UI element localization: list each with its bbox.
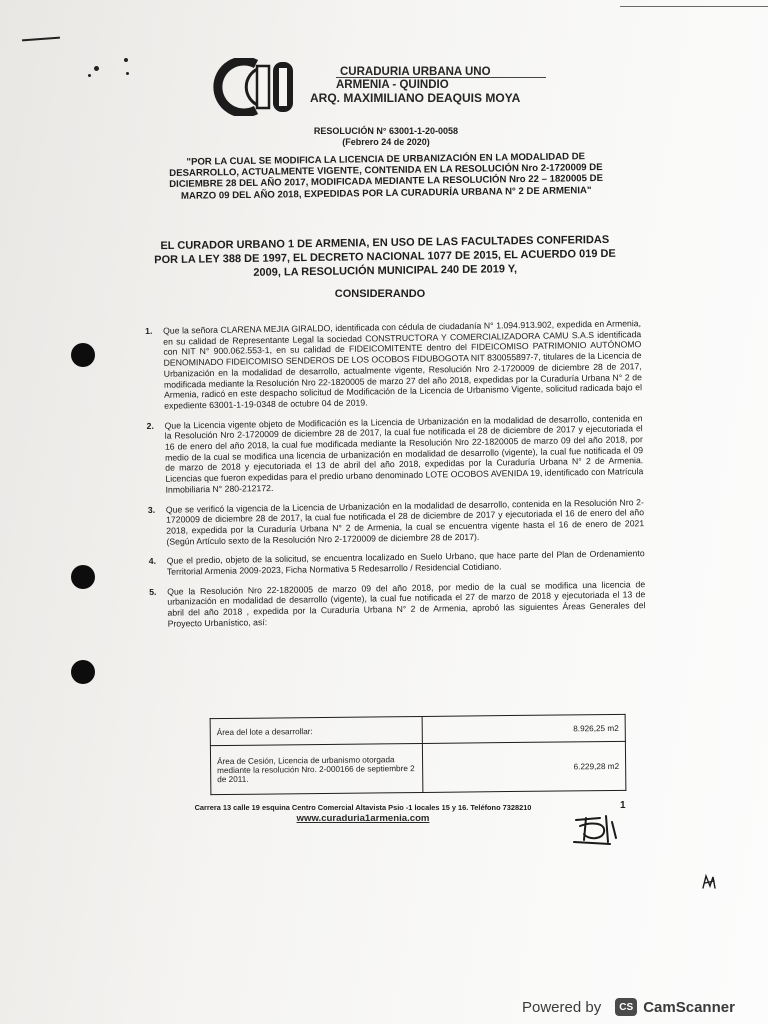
ink-dot bbox=[94, 66, 99, 71]
item-number: 2. bbox=[146, 420, 154, 431]
areas-table bbox=[210, 714, 627, 795]
page-footer bbox=[158, 802, 568, 824]
list-item bbox=[149, 549, 645, 578]
list-item bbox=[146, 413, 643, 496]
considerando-heading: CONSIDERANDO bbox=[334, 288, 426, 300]
area-label: Área del lote a desarrollar: bbox=[210, 716, 422, 745]
resolution-number: RESOLUCIÓN N° 63001-1-20-0058 bbox=[313, 126, 459, 136]
powered-by-text: Powered by bbox=[522, 998, 602, 1016]
list-item bbox=[149, 579, 646, 630]
resolution-title: "POR LA CUAL SE MODIFICA LA LICENCIA DE URBANIZACIÓN EN LA MODALIDAD DE DESARROLLO, ACTUALMENTE VIGENTE, CONTENIDA EN LA RESOLUCIÓN Nro 2-1720009 DE DICIEMBRE 28 DEL AÑO 2017, MODIFICADA MEDIANTE LA RESOLUCIÓN Nro 22 – 1820005 DE MARZO 09 DEL AÑO 2018, EXPEDIDAS POR LA CURADURÍA URBANA N° 2 DE ARMENIA" bbox=[169, 151, 604, 202]
punch-hole bbox=[71, 343, 95, 367]
area-label: Área de Cesión, Licencia de urbanismo otorgada mediante la resolución Nro. 2-000166 de septiembre 2 de 2011. bbox=[210, 743, 423, 794]
item-text: Que la señora CLARENA MEJIA GIRALDO, identificada con cédula de ciudadanía N° 1.094.913.902, expedida en Armenia, en su calidad de Representante Legal la sociedad CONSTRUCTORA Y COMERCIALIZADORA CAMU S.A.S identificada con NIT N° 900.062.553-1, en su calidad de FIDEICOMITENTE dentro del FIDEICOMISO PATRIMONIO AUTÓNOMO DENOMINADO FIDEICOMISO SENDEROS DE LOS OCOBOS FIDUBOGOTA NIT 830055897-7, titulares de la Licencia de Urbanización en la modalidad de desarrollo, actualmente vigente, Resolución Nro 2-1720009 de diciembre 28 de 2017, modificada mediante la Resolución Nro 22-1820005 de marzo 27 del año 2018, expedidas por la Curaduría Urbana N° 2 de Armenia, radicó en este despacho solicitud de Modificación de la Licencia de Urbanismo Vigente, solicitud radicada bajo el expediente 63001-1-19-0348 de octubre 04 de 2019. bbox=[162, 318, 643, 411]
org-city: ARMENIA - QUINDIO bbox=[336, 79, 449, 91]
item-text: Que se verificó la vigencia de la Licencia de Urbanización en la modalidad de desarrollo, contenida en la Resolución Nro 2-1720009 de diciembre 28 de 2017, la cual fue notificada el 28 de diciembre de 2017 y ejecutoriada el 16 de enero del año 2018, expedida por la Curaduría Urbana N° 2 de Armenia, la cual se encuentra vigente hasta el 16 de enero de 2021 (Según Artículo sexto de la Resolución Nro 2-1720009 de diciembre 28 de 2017). bbox=[165, 496, 645, 547]
item-number: 5. bbox=[149, 586, 157, 597]
area-value: 8.926,25 m2 bbox=[422, 714, 625, 743]
ink-dot bbox=[124, 58, 128, 62]
ink-dot bbox=[126, 72, 129, 75]
org-heading bbox=[310, 66, 520, 105]
area-value: 6.229,28 m2 bbox=[422, 741, 626, 792]
item-number: 4. bbox=[148, 556, 157, 567]
punch-hole bbox=[71, 565, 95, 589]
org-name: CURADURIA URBANA UNO bbox=[340, 66, 491, 78]
item-number: 1. bbox=[145, 325, 153, 336]
list-item bbox=[145, 318, 642, 411]
camscanner-logo-icon: CS bbox=[615, 998, 637, 1016]
list-item bbox=[148, 497, 645, 548]
camscanner-watermark bbox=[522, 998, 735, 1016]
pen-mark bbox=[22, 37, 60, 42]
camscanner-brand: CamScanner bbox=[643, 998, 735, 1016]
punch-hole bbox=[71, 660, 95, 684]
resolution-date: (Febrero 24 de 2020) bbox=[342, 137, 430, 147]
footer-url: www.curaduria1armenia.com bbox=[296, 813, 430, 824]
considerando-list bbox=[145, 318, 646, 638]
item-number: 3. bbox=[147, 504, 156, 515]
table-row bbox=[210, 741, 625, 794]
table-row bbox=[210, 714, 625, 745]
footer-address: Carrera 13 calle 19 esquina Centro Comercial Altavista Psio -1 locales 15 y 16. Teléfono 7328210 bbox=[194, 803, 532, 812]
resolution-header bbox=[296, 126, 476, 148]
ink-dot bbox=[88, 74, 91, 77]
item-text: Que la Resolución Nro 22-1820005 de marzo 09 del año 2018, por medio de la cual se modifica una licencia de urbanización en modalidad de desarrollo (vigente), la cual fue notificada el 27 de marzo de 2018 y ejecutoriada el 13 de abril del año 2018 , expedida por la Curaduría Urbana N° 2 de Armenia, aprobó las siguientes Áreas Generales del Proyecto Urbanístico, así: bbox=[167, 578, 646, 629]
handwritten-signature bbox=[570, 812, 630, 846]
scan-edge-line bbox=[620, 6, 768, 7]
curaduria-logo bbox=[210, 58, 310, 116]
org-architect: ARQ. MAXIMILIANO DEAQUIS MOYA bbox=[310, 91, 521, 105]
item-text: Que el predio, objeto de la solicitud, se encuentra localizado en Suelo Urbano, que hace parte del Plan de Ordenamiento Territorial Armenia 2009-2023, Ficha Normativa 5 Redesarrollo / Residencial Cotidiano. bbox=[166, 548, 645, 577]
item-text: Que la Licencia vigente objeto de Modificación es la Licencia de Urbanización en la modalidad de desarrollo, contenida en la Resolución Nro 2-1720009 de diciembre 28 de 2017, la cual fue notificada el 28 de diciembre de 2017 y ejecutoriada el 16 de enero del año 2018, la cual fue modificada mediante la Resolución Nro 22-1820005 de marzo 09 del año 2018, por medio de la cual se modifica una licencia de urbanización en modalidad de desarrollo (vigente), la cual fue notificada el 09 de marzo de 2018 y ejecutoriada el 13 de abril del año 2018, expedidas por la Curaduría Urbana N° 2 de Armenia. Licencias que fueron expedidas para el predio urbano denominado LOTE OCOBOS AVENIDA 19, identificado con Matrícula Inmobiliaria N° 280-212172. bbox=[164, 412, 644, 495]
page-number: 1 bbox=[620, 800, 626, 811]
handwritten-initial bbox=[700, 872, 718, 892]
curador-statement: EL CURADOR URBANO 1 DE ARMENIA, EN USO DE LAS FACULTADES CONFERIDAS POR LA LEY 388 DE 1997, EL DECRETO NACIONAL 1077 DE 2015, EL ACUERDO 019 DE 2009, LA RESOLUCIÓN MUNICIPAL 240 DE 2019 Y, bbox=[154, 233, 616, 279]
